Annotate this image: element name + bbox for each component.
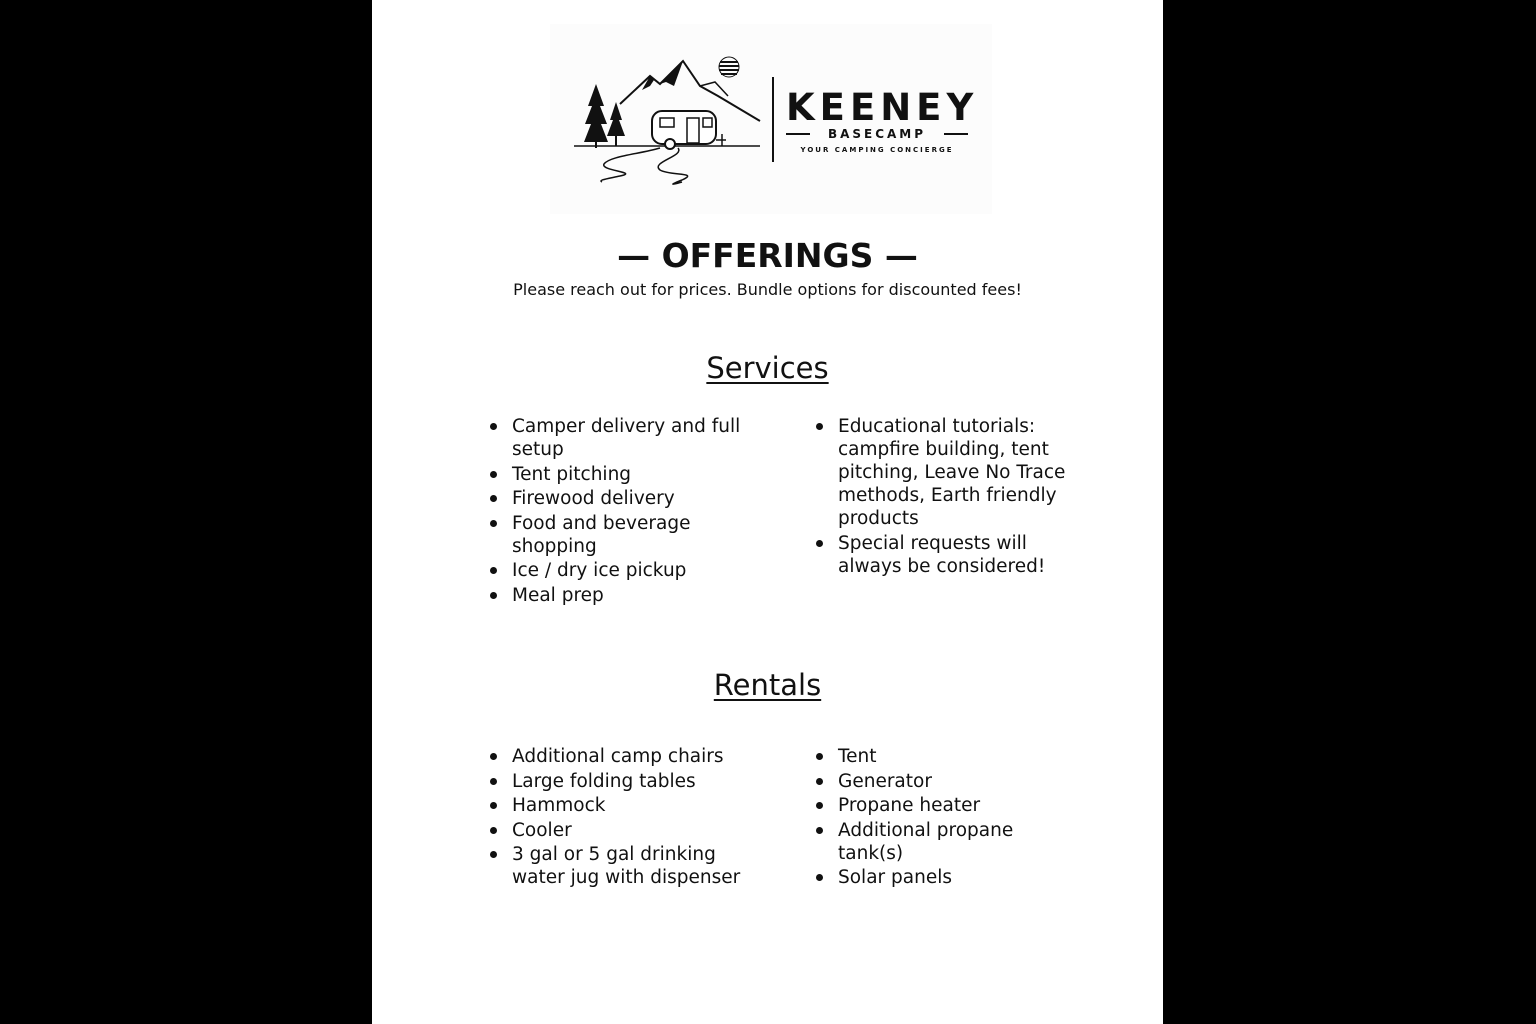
list-item: 3 gal or 5 gal drinking water jug with dispenser	[488, 843, 758, 889]
list-item: Additional propane tank(s)	[814, 819, 1044, 865]
list-item: Tent	[814, 745, 1044, 768]
services-title: Services	[706, 351, 829, 385]
list-item: Special requests will always be considered!	[814, 532, 1080, 578]
list-item: Food and beverage shopping	[488, 512, 758, 558]
list-item: Cooler	[488, 819, 758, 842]
list-item: Firewood delivery	[488, 487, 758, 510]
rentals-title: Rentals	[713, 668, 822, 702]
rentals-list-right	[814, 745, 1044, 891]
list-item: Camper delivery and full setup	[488, 415, 758, 461]
list-item: Tent pitching	[488, 463, 758, 486]
rentals-list-left	[488, 745, 758, 891]
list-item: Additional camp chairs	[488, 745, 758, 768]
brand-rule-right	[944, 133, 968, 135]
list-item: Meal prep	[488, 584, 758, 607]
list-item: Generator	[814, 770, 1044, 793]
brand-sub-text: BASECAMP	[827, 127, 927, 141]
list-item: Hammock	[488, 794, 758, 817]
page-subtitle: Please reach out for prices. Bundle options for discounted fees!	[513, 280, 1022, 299]
brand-tagline: YOUR CAMPING CONCIERGE	[800, 146, 954, 154]
services-list-right	[814, 415, 1080, 579]
brand-subtitle	[786, 125, 968, 143]
page-heading: — OFFERINGS —	[617, 236, 918, 275]
list-item: Ice / dry ice pickup	[488, 559, 758, 582]
list-item: Solar panels	[814, 866, 1044, 889]
list-item: Large folding tables	[488, 770, 758, 793]
services-list-left	[488, 415, 758, 608]
list-item: Propane heater	[814, 794, 1044, 817]
brand-name: KEENEY	[786, 86, 979, 129]
list-item: Educational tutorials: campfire building, tent pitching, Leave No Trace methods, Earth friendly products	[814, 415, 1080, 530]
brand-rule-left	[786, 133, 810, 135]
